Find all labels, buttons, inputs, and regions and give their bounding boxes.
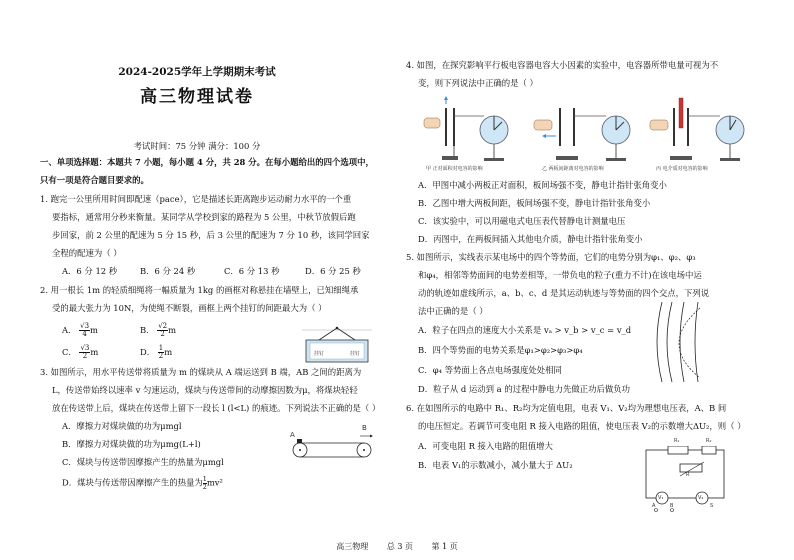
q1-line: 要指标，通常用分秒来衡量。某同学从学校到家的路程为 5 公里，中秋节放假后跑 [52, 212, 356, 222]
terminal-b-label: B [670, 503, 674, 509]
q1-option-c: C．6 分 13 秒 [224, 266, 280, 276]
footer-subject: 高三物理 [336, 542, 369, 551]
subject-title: 高三物理试卷 [140, 87, 254, 107]
section1-line1: 一、单项选择题：本题共 7 小题，每小题 4 分，共 28 分。在每小题给出的四个选项中， [40, 157, 374, 167]
q1-option-b: B．6 分 24 秒 [140, 266, 196, 276]
q6-option-b: B．电表 V₁的示数减小，减小量大于 ΔU₂ [418, 460, 573, 470]
q1-line: 全程的配速为（ ） [52, 248, 122, 258]
figure-caption-bing: 丙 电介质对电容的影响 [656, 166, 708, 172]
page-footer [0, 542, 794, 552]
q3-line: 放在传送带上后，煤块在传送带上留下一段长 l (l<L) 的痕迹。下列说法不正确的是（ ） [52, 403, 381, 413]
q2-line: 2. 用一根长 1m 的轻质细绳将一幅质量为 1kg 的画框对称悬挂在墙壁上，已知细绳承 [40, 285, 359, 295]
q2-frame-figure [302, 320, 372, 364]
q6-line: 的电压恒定。若调节可变电阻 R 接入电路的阻值，使电压表 V₂的示数增大ΔU₂，则（ ） [418, 421, 746, 431]
point-a-label: A [290, 431, 295, 439]
q4-option-c: C．该实验中，可以用磁电式电压表代替静电计测量电压 [418, 216, 626, 226]
r-label: R [686, 472, 690, 478]
q1-line: 1. 跑完一公里所用时间即配速（pace），它是描述长距离跑步运动耐力水平的一个重 [40, 194, 352, 204]
q5-option-b: B．四个等势面的电势关系是φ₁>φ₂>φ₃>φ₄ [418, 345, 583, 355]
footer-page-number: 第 1 页 [431, 542, 458, 551]
q3-line: 3. 如图所示，用水平传送带将质量为 m 的煤块从 A 端运送到 B 端，AB 之间的距离为 [40, 367, 362, 377]
q5-line: 5. 如图所示，实线表示某电场中的四个等势面，它们的电势分别为φ₁、φ₂、φ₃ [406, 252, 696, 262]
q4-option-d: D．丙图中，在两板间插入其他电介质，静电计指针张角变小 [418, 234, 643, 244]
exam-info: 考试时间：75 分钟 满分：100 分 [133, 141, 261, 151]
figure-caption-jia: 甲 正对面积对电容的影响 [426, 166, 483, 172]
q5-line: 和φ₄，相邻等势面间的电势差相等，一带负电的粒子(重力不计)在该电场中运 [418, 270, 702, 280]
terminal-a-label: A [652, 503, 656, 509]
q4-option-b: B．乙图中增大两板间距，板间场强不变，静电计指针张角变小 [418, 198, 651, 208]
q4-line: 4. 如图，在探究影响平行板电容器电容大小因素的实验中，电容器所带电量可视为不 [406, 60, 719, 70]
section1-line2: 只有一项是符合题目要求的。 [40, 175, 149, 185]
point-b-label: B [362, 424, 367, 432]
q2-option-d: D． $\frac{1}{2}$ m [140, 344, 173, 360]
q3-option-d: D．煤块与传送带因摩擦产生的热量为 $\frac{1}{2}$ mv² [62, 475, 223, 491]
q4-option-a: A．甲图中减小两板正对面积，板间场强不变，静电计指针张角变小 [418, 180, 667, 190]
v2-label: V₂ [698, 495, 704, 501]
r2-label: R₂ [706, 438, 712, 444]
q4-capacitor-figures [416, 96, 756, 176]
hook-label: 挂钉 [350, 351, 361, 357]
q5-option-d: D．粒子从 d 运动到 a 的过程中静电力先做正功后做负功 [418, 384, 630, 394]
q3-line: L，传送带始终以速率 v 匀速运动，煤块与传送带间的动摩擦因数为μ，将煤块轻轻 [52, 385, 358, 395]
q5-equipotential-figure [650, 300, 710, 384]
q5-line: 动的轨迹如虚线所示，a、b、c、d 是其运动轨迹与等势面的四个交点，下列说 [418, 288, 710, 298]
q1-option-a: A．6 分 12 秒 [62, 266, 118, 276]
footer-total-pages: 总 3 页 [386, 542, 413, 551]
q6-option-a: A．可变电阻 R 接入电路的阻值增大 [418, 441, 553, 451]
exam-title: 2024-2025学年上学期期末考试 [118, 66, 276, 78]
q5-option-a: A．粒子在四点的速度大小关系是 vₐ > v_b > v_c = v_d [418, 325, 632, 335]
hook-label: 挂钉 [314, 351, 325, 357]
q2-option-b: B． $\frac{√2}{2}$ m [140, 322, 177, 338]
q6-line: 6. 在如图所示的电路中 R₁、R₂均为定值电阻，电表 V₁、V₂均为理想电压表，A、B 间 [406, 403, 727, 413]
q5-option-c: C．φ₄ 等势面上各点电场强度处处相同 [418, 365, 562, 375]
q1-option-d: D．6 分 25 秒 [305, 266, 361, 276]
q2-option-c: C． $\frac{√3}{2}$ m [62, 344, 99, 360]
q3-conveyor-figure [290, 424, 374, 462]
q5-line: 法中正确的是（ ） [418, 306, 488, 316]
q1-line: 步回家，前 2 公里的配速为 5 分 15 秒，后 3 公里的配速为 7 分 10 秒，该同学回家 [52, 230, 370, 240]
q6-circuit-figure [640, 438, 730, 512]
switch-label: S [710, 503, 714, 509]
q2-line: 受的最大张力为 10N，为使绳不断裂，画框上两个挂钉的间距最大为（ ） [52, 303, 327, 313]
q2-option-a: A． $\frac{√3}{4}$ m [62, 322, 98, 338]
figure-caption-yi: 乙 两板间距离对电容的影响 [542, 166, 604, 172]
q3-option-c: C．煤块与传送带因摩擦产生的热量为μmgl [62, 457, 224, 467]
r1-label: R₁ [674, 438, 680, 444]
q4-line: 变，则下列说法中正确的是（ ） [418, 78, 538, 88]
q3-option-b: B．摩擦力对煤块做的功为μmg(L+l) [62, 439, 201, 449]
v1-label: V₁ [658, 495, 664, 501]
q3-option-a: A．摩擦力对煤块做的功为μmgl [62, 421, 182, 431]
